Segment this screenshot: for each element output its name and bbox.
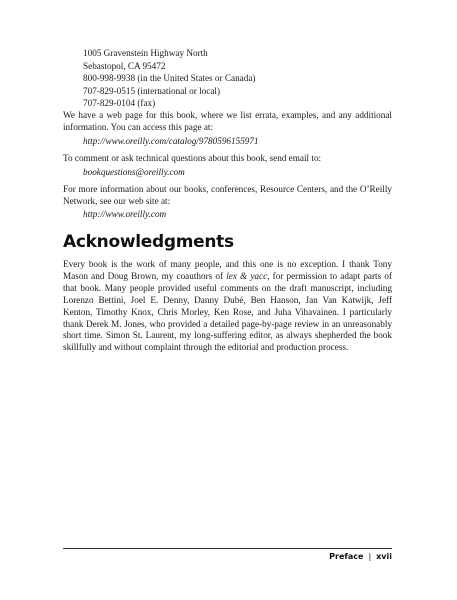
email-link[interactable]: bookquestions@oreilly.com <box>83 167 185 177</box>
comment-paragraph: To comment or ask technical questions about this book, send email to: <box>63 153 322 163</box>
footer-section: Preface <box>329 552 364 561</box>
page-footer <box>329 552 392 561</box>
catalog-link[interactable]: http://www.oreilly.com/catalog/9780596155971 <box>83 136 259 146</box>
address-phone-us: 800-998-9938 (in the United States or Canada) <box>83 73 256 84</box>
address-street: 1005 Gravenstein Highway North <box>83 48 208 58</box>
mailing-address <box>83 47 255 110</box>
ack-text-before: Every book is the work of many people, and this one is no exception. I thank Tony Mason and Doug Brown, my coauthors of <box>63 259 392 281</box>
website-link[interactable]: http://www.oreilly.com <box>83 209 167 219</box>
address-fax: 707-829-0104 (fax) <box>83 98 156 109</box>
footer-rule <box>63 548 392 549</box>
page-number: xvii <box>376 552 392 561</box>
ack-text-after: , for permission to adapt parts of that book. Many people provided useful comments on the draft manuscript, including Lorenzo Bettini, Joel E. Denny, Danny Dubé, Ben Hanson, Jan Van Katwijk, Jeff Kenton, Timothy Knox, Chris Morley, Ken Rose, and Juha Vihavainen. I particularly thank Derek M. Jones, who provided a detailed page-by-page review in an unreasonably short time. Simon St. Laurent, my long-suffering editor, as always shepherded the book skillfully and without complaint through the editorial and production process. <box>63 270 392 353</box>
section-heading: Acknowledgments <box>63 232 234 252</box>
address-phone-intl: 707-829-0515 (international or local) <box>83 85 221 96</box>
more-info-paragraph: For more information about our books, conferences, Resource Centers, and the O’Reilly Network, see our web site at: <box>63 184 392 207</box>
footer-separator: | <box>368 552 372 561</box>
address-city: Sebastopol, CA 95472 <box>83 60 166 71</box>
book-title: lex & yacc <box>226 270 268 281</box>
acknowledgments-paragraph <box>63 259 392 354</box>
web-page-paragraph: We have a web page for this book, where we list errata, examples, and any additional information. You can access this page at: <box>63 110 392 133</box>
